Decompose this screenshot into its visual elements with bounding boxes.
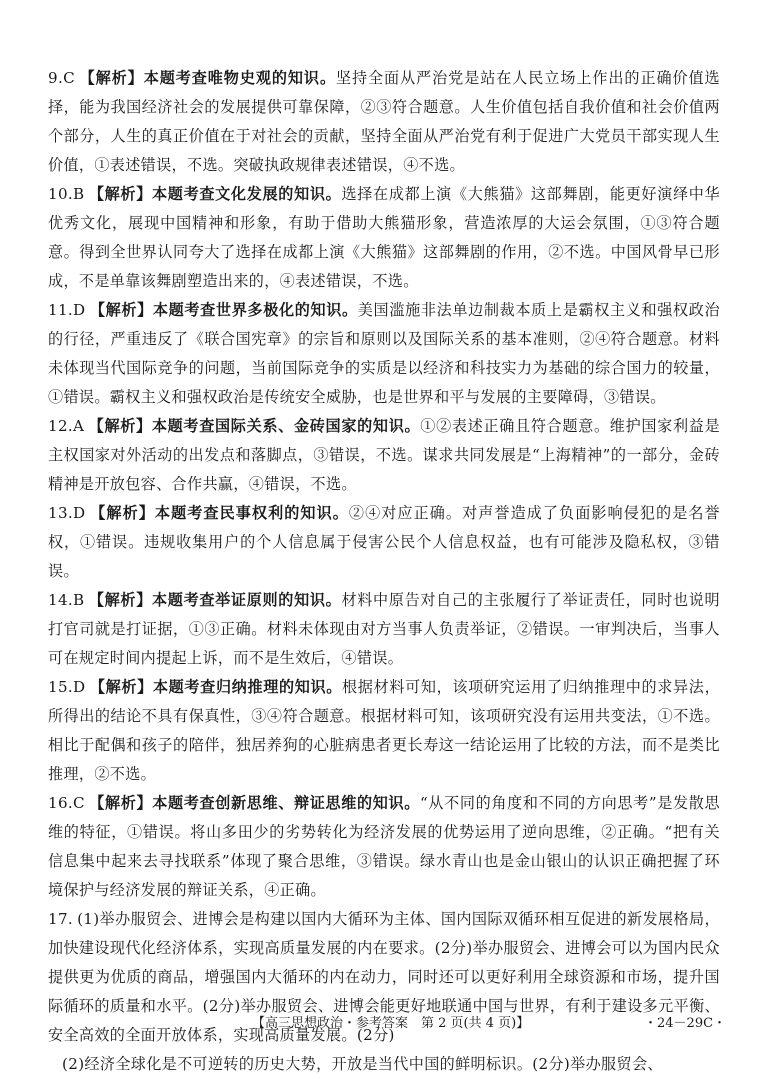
answer-part-1: (1)举办服贸会、进博会是构建以国内大循环为主体、国内国际双循环相互促进的新发展格局，加快建设现代化经济体系，实现高质量发展的内在要求。(2分)举办服贸会、进博会可以为国内民众提供更为优质的商品，增强国内大循环的内在动力，同时还可以更好利用全球资源和市场，提升国际循环的质量和水平。(2分)举办服贸会、进博会能更好地联通中国与世界，有利于建设多元平衡、安全高效的全面开放体系，实现高质量发展。(2分) — [48, 910, 720, 1044]
analysis-text: 美国滥施非法单边制裁本质上是霸权主义和强权政治的行径，严重违反了《联合国宪章》的宗旨和原则以及国际关系的基本准则，②④符合题意。材料未体现当代国际竞争的问题，当前国际竞争的实质是以经济和科技实力为基础的综合国力的较量，①错误。霸权主义和强权政治是传统安全威胁，也是世界和平与发展的主要障碍，③错误。 — [48, 301, 720, 406]
knowledge-focus: 本题考查唯物史观的知识。 — [143, 69, 336, 87]
analysis-text: 坚持全面从严治党是站在人民立场上作出的正确价值选择，能为我国经济社会的发展提供可靠保障，②③符合题意。人生价值包括自我价值和社会价值两个部分，人生的真正价值在于对社会的贡献，坚持全面从严治党有利于促进广大党员干部实现人生价值，①表述错误，不选。突破执政规律表述错误，④不选。 — [48, 69, 720, 174]
answer-document — [48, 64, 720, 1079]
answer-item-12 — [48, 412, 720, 499]
answer-number: 10.B — [48, 185, 85, 203]
answer-part-2: (2)经济全球化是不可逆转的历史大势，开放是当代中国的鲜明标识。(2分)举办服贸会、 — [62, 1055, 663, 1073]
answer-number: 15.D — [48, 678, 86, 696]
answer-item-14 — [48, 586, 720, 673]
analysis-tag: 【解析】 — [79, 69, 144, 87]
answer-item-9 — [48, 64, 720, 180]
footer-code: ・24－29C・ — [644, 1016, 727, 1031]
answer-number: 16.C — [48, 794, 85, 812]
analysis-text: “从不同的角度和不同的方向思考”是发散思维的特征，①错误。将山多田少的劣势转化为经济发展的优势运用了逆向思维，②正确。“把有关信息集中起来去寻找联系”体现了聚合思维，③错误。绿水青山也是金山银山的认识正确把握了环境保护与经济发展的辩证关系，④正确。 — [48, 794, 721, 899]
analysis-tag: 【解析】 — [88, 591, 152, 609]
answer-number: 11.D — [48, 301, 86, 319]
answer-item-10 — [48, 180, 720, 296]
answer-item-16 — [48, 789, 720, 905]
analysis-tag: 【解析】 — [88, 794, 153, 812]
analysis-tag: 【解析】 — [89, 678, 153, 696]
page-footer — [0, 1014, 764, 1038]
answer-number: 12.A — [48, 417, 85, 435]
knowledge-focus: 本题考查国际关系、金砖国家的知识。 — [151, 417, 421, 435]
analysis-text: 根据材料可知，该项研究运用了归纳推理中的求异法，所得出的结论不具有保真性，③④符合题意。根据材料可知，该项研究没有运用共变法，①不选。相比于配偶和孩子的陪伴，独居养狗的心脏病患者更长寿这一结论运用了比较的方法，而不是类比推理，②不选。 — [48, 678, 721, 783]
knowledge-focus: 本题考查举证原则的知识。 — [152, 591, 342, 609]
footer-title: 【高三思想政治・参考答案 第 2 页(共 4 页)】 — [252, 1016, 530, 1031]
answer-number: 9.C — [48, 69, 75, 87]
answer-item-11 — [48, 296, 720, 412]
answer-number: 17. — [48, 910, 74, 928]
answer-number: 13.D — [48, 504, 86, 522]
analysis-text: ①②表述正确且符合题意。维护国家利益是主权国家对外活动的出发点和落脚点，③错误，不选。谋求共同发展是“上海精神”的一部分，金砖精神是开放包容、合作共赢，④错误，不选。 — [48, 417, 720, 493]
knowledge-focus: 本题考查创新思维、辩证思维的知识。 — [152, 794, 421, 812]
knowledge-focus: 本题考查归纳推理的知识。 — [152, 678, 343, 696]
analysis-text: ②④对应正确。对声誉造成了负面影响侵犯的是名誉权，①错误。违规收集用户的个人信息属于侵害公民个人信息权益，也有可能涉及隐私权，③错误。 — [48, 504, 720, 580]
analysis-tag: 【解析】 — [88, 417, 152, 435]
analysis-tag: 【解析】 — [89, 301, 153, 319]
knowledge-focus: 本题考查文化发展的知识。 — [152, 185, 342, 203]
answer-number: 14.B — [48, 591, 85, 609]
answer-item-13 — [48, 499, 720, 586]
analysis-tag: 【解析】 — [88, 185, 152, 203]
analysis-text: 选择在成都上演《大熊猫》这部舞剧，能更好演绎中华优秀文化，展现中国精神和形象，有助于借助大熊猫形象，营造浓厚的大运会氛围，①③符合题意。得到全世界认同夸大了选择在成都上演《大熊猫》这部舞剧的作用，②不选。中国风骨早已形成，不是单靠该舞剧塑造出来的，④表述错误，不选。 — [48, 185, 721, 290]
knowledge-focus: 本题考查民事权利的知识。 — [154, 504, 349, 522]
knowledge-focus: 本题考查世界多极化的知识。 — [152, 301, 358, 319]
answer-item-15 — [48, 673, 720, 789]
answer-item-17-part-2 — [48, 1050, 720, 1079]
analysis-tag: 【解析】 — [89, 504, 155, 522]
analysis-text: 材料中原告对自己的主张履行了举证责任，同时也说明打官司就是打证据，①③正确。材料未体现由对方当事人负责举证，②错误。一审判决后，当事人可在规定时间内提起上诉，而不是生效后，④错误。 — [48, 591, 721, 667]
